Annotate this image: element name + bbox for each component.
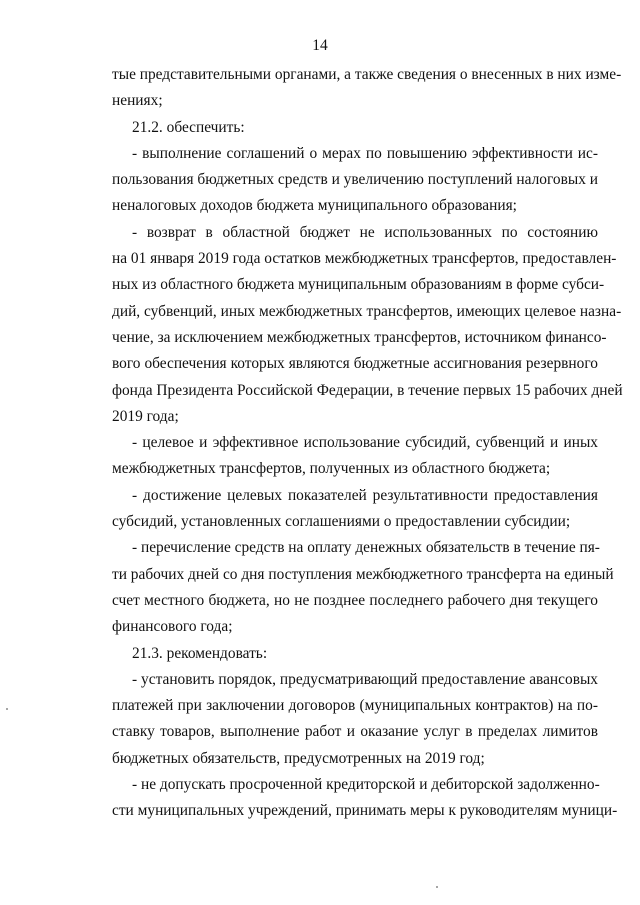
text-line: - целевое и эффективное использование субсидий, субвенций и иных	[132, 434, 598, 452]
text-line: межбюджетных трансфертов, полученных из областного бюджета;	[112, 460, 551, 478]
text-line: дий, субвенций, иных межбюджетных трансфертов, имеющих целевое назна-	[112, 302, 622, 320]
text-line: - установить порядок, предусматривающий предоставление авансовых	[132, 670, 598, 688]
text-line: - достижение целевых показателей результативности предоставления	[132, 486, 598, 504]
scan-speck	[6, 708, 8, 710]
text-line: вого обеспечения которых являются бюджетные ассигнования резервного	[112, 355, 598, 373]
text-line: ных из областного бюджета муниципальным образованиям в форме субси-	[112, 276, 605, 294]
text-line: тые представительными органами, а также сведения о внесенных в них изме-	[112, 66, 622, 83]
page-number: 14	[312, 37, 328, 54]
text-line: финансового года;	[112, 618, 233, 636]
text-line: - не допускать просроченной кредиторской и дебиторской задолженно-	[132, 776, 600, 794]
scan-speck	[436, 886, 438, 888]
text-line: платежей при заключении договоров (муниципальных контрактов) на по-	[112, 697, 598, 715]
text-line: 2019 года;	[112, 407, 179, 425]
section-heading: 21.2. обеспечить:	[132, 118, 245, 136]
text-line: неналоговых доходов бюджета муниципального образования;	[112, 197, 517, 215]
text-line: пользования бюджетных средств и увеличению поступлений налоговых и	[112, 171, 598, 189]
text-line: фонда Президента Российской Федерации, в течение первых 15 рабочих дней	[112, 381, 623, 399]
text-line: ставку товаров, выполнение работ и оказание услуг в пределах лимитов	[112, 723, 598, 741]
text-line: нениях;	[112, 92, 163, 110]
text-line: - возврат в областной бюджет не использованных по состоянию	[132, 223, 598, 241]
text-line: ти рабочих дней со дня поступления межбюджетного трансферта на единый	[112, 565, 614, 583]
text-line: субсидий, установленных соглашениями о предоставлении субсидии;	[112, 513, 571, 531]
text-line: сти муниципальных учреждений, принимать меры к руководителям муници-	[112, 802, 618, 820]
text-line: чение, за исключением межбюджетных трансфертов, источником финансо-	[112, 328, 607, 346]
text-line: счет местного бюджета, но не позднее последнего рабочего дня текущего	[112, 591, 598, 609]
section-heading: 21.3. рекомендовать:	[132, 644, 268, 662]
text-line: - перечисление средств на оплату денежных обязательств в течение пя-	[132, 539, 600, 557]
text-line: - выполнение соглашений о мерах по повышению эффективности ис-	[132, 144, 598, 162]
text-line: бюджетных обязательств, предусмотренных на 2019 год;	[112, 749, 485, 767]
document-body	[112, 62, 623, 825]
text-line: на 01 января 2019 года остатков межбюджетных трансфертов, предоставлен-	[112, 250, 617, 268]
